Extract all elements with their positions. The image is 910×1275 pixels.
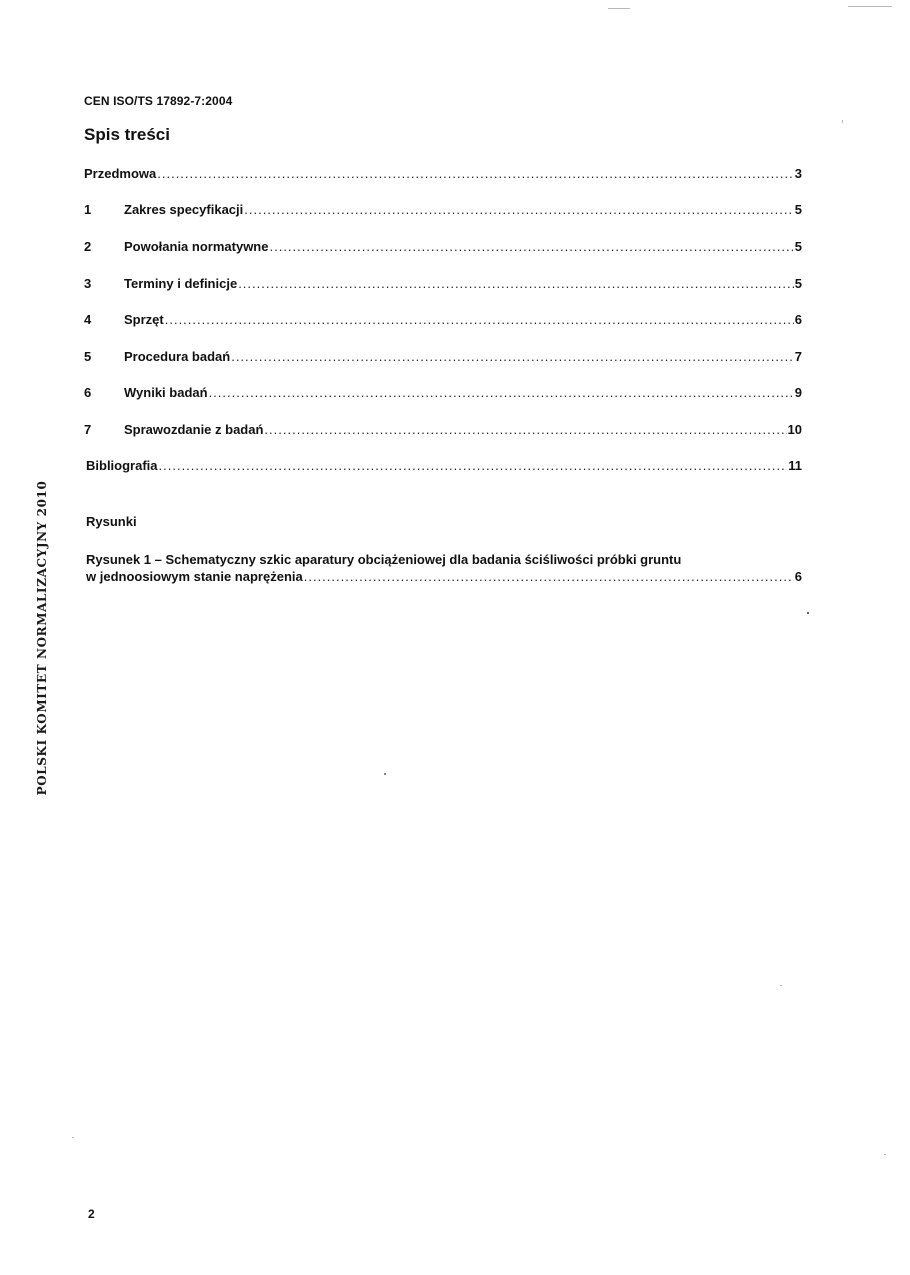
toc-leader-dots	[244, 202, 794, 217]
toc-leader-dots	[165, 312, 794, 327]
scan-artifact	[780, 985, 782, 986]
toc-entry-number: 6	[84, 385, 92, 400]
toc-entry-label: Bibliografia	[86, 458, 158, 473]
toc-entry-label: Wyniki badań	[124, 385, 208, 400]
toc-entry-preface[interactable]	[84, 166, 802, 184]
figure-entry-1[interactable]	[86, 569, 802, 587]
toc-entry-number: 4	[84, 312, 92, 327]
toc-leader-dots	[264, 422, 786, 437]
toc-leader-dots	[209, 385, 794, 400]
side-stamp: POLSKI KOMITET NORMALIZACYJNY 2010	[35, 480, 49, 796]
toc-entry-number: 7	[84, 422, 92, 437]
toc-leader-dots	[269, 239, 793, 254]
toc-entry-label: Sprawozdanie z badań	[124, 422, 264, 437]
toc-leader-dots	[157, 166, 794, 181]
toc-entry-7[interactable]	[84, 422, 802, 440]
toc-entry-number: 3	[84, 276, 92, 291]
toc-entry-label: Terminy i definicje	[124, 276, 238, 291]
scan-artifact	[72, 1137, 74, 1138]
toc-entry-page: 5	[794, 239, 802, 254]
toc-leader-dots	[304, 569, 794, 584]
toc-entry-page: 11	[788, 458, 802, 473]
toc-entry-3[interactable]	[84, 276, 802, 294]
toc-entry-label: Zakres specyfikacji	[124, 202, 244, 217]
toc-entry-page: 6	[794, 312, 802, 327]
toc-entry-page: 9	[794, 385, 802, 400]
scan-artifact	[608, 8, 630, 9]
page-number: 2	[88, 1207, 95, 1221]
toc-entry-page: 7	[794, 349, 802, 364]
figure-entry-caption-line2: w jednoosiowym stanie naprężenia	[86, 569, 303, 584]
toc-entry-label: Przedmowa	[84, 166, 157, 181]
toc-entry-number: 2	[84, 239, 92, 254]
toc-entry-page: 10	[787, 422, 802, 437]
toc-entry-6[interactable]	[84, 385, 802, 403]
toc-leader-dots	[231, 349, 794, 364]
scan-artifact	[884, 1154, 886, 1155]
toc-leader-dots	[159, 458, 788, 473]
toc-leader-dots	[238, 276, 794, 291]
toc-entry-2[interactable]	[84, 239, 802, 257]
toc-entry-label: Sprzęt	[124, 312, 164, 327]
figure-entry-page: 6	[794, 569, 802, 584]
scan-artifact	[842, 120, 843, 123]
toc-entry-page: 5	[794, 202, 802, 217]
toc-entry-label: Powołania normatywne	[124, 239, 269, 254]
document-code: CEN ISO/TS 17892-7:2004	[84, 94, 233, 108]
toc-entry-number: 1	[84, 202, 92, 217]
toc-entry-page: 3	[794, 166, 802, 181]
toc-entry-page: 5	[794, 276, 802, 291]
figures-heading: Rysunki	[86, 514, 137, 529]
scan-artifact	[848, 6, 892, 7]
toc-entry-bibliography[interactable]	[86, 458, 802, 476]
toc-entry-number: 5	[84, 349, 92, 364]
toc-entry-4[interactable]	[84, 312, 802, 330]
scan-artifact	[384, 773, 386, 775]
scan-artifact	[807, 612, 809, 614]
figure-entry-caption-line1[interactable]: Rysunek 1 – Schematyczny szkic aparatury obciążeniowej dla badania ściśliwości próbki gruntu	[86, 552, 682, 567]
toc-entry-5[interactable]	[84, 349, 802, 367]
toc-entry-1[interactable]	[84, 202, 802, 220]
page-title: Spis treści	[84, 125, 170, 144]
toc-entry-label: Procedura badań	[124, 349, 231, 364]
